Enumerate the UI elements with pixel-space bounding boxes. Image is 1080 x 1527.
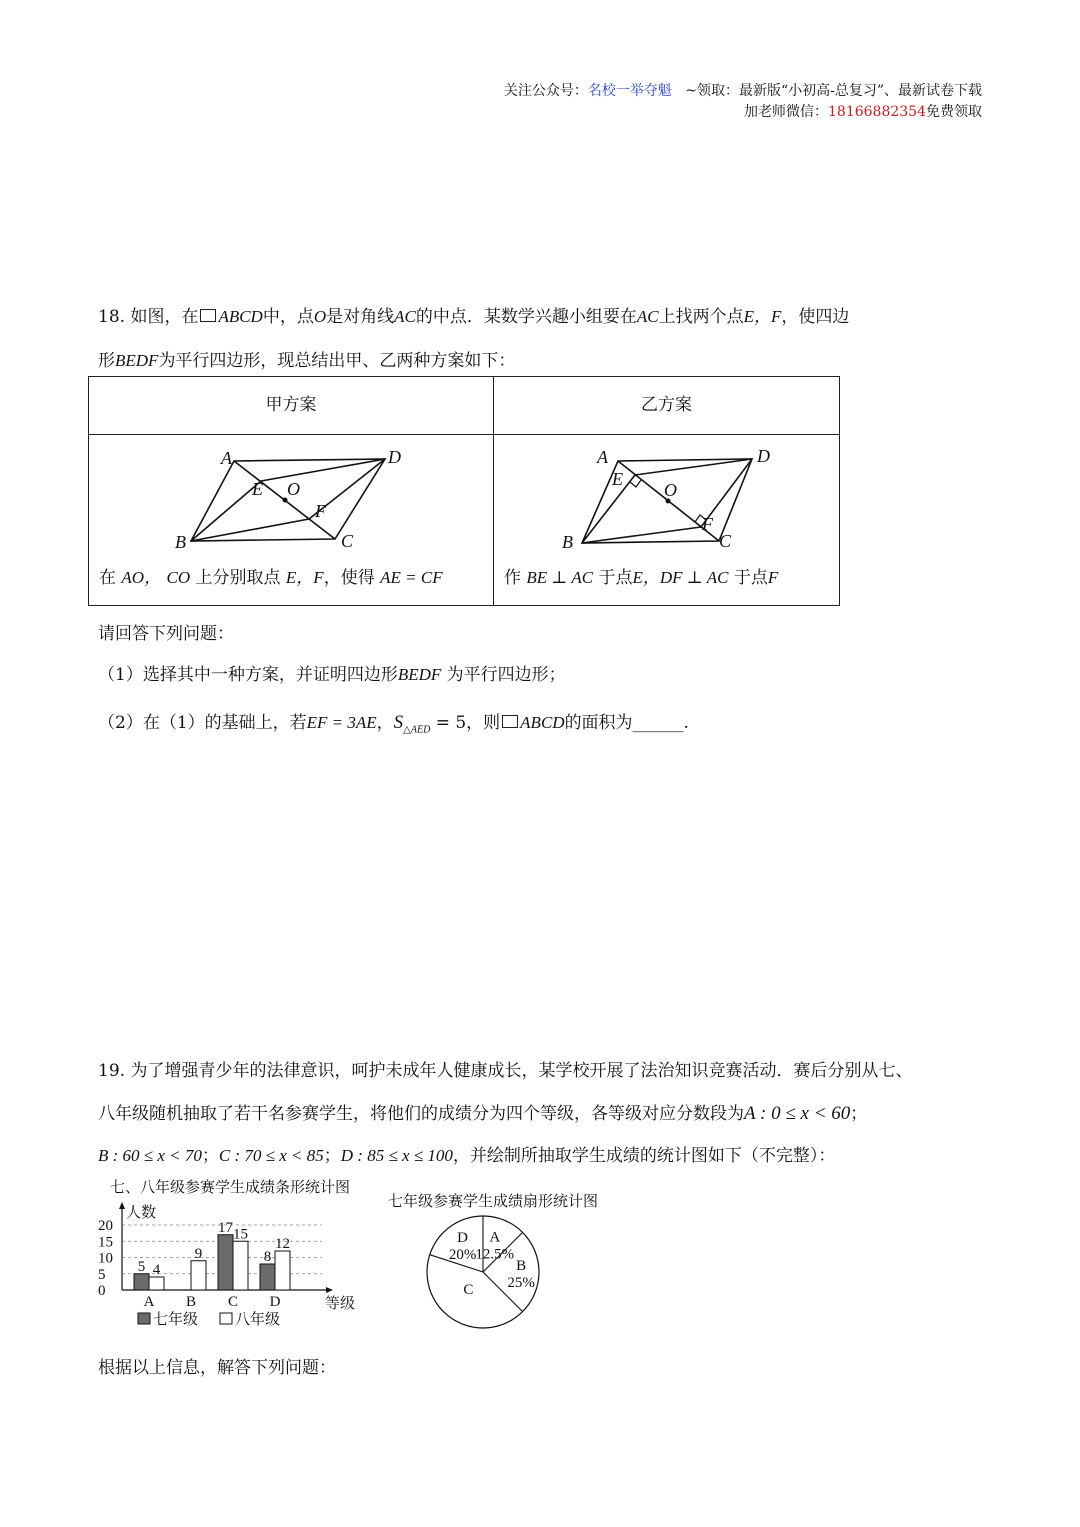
label-o: O — [664, 480, 677, 500]
text: 在 — [99, 568, 116, 588]
math: AC — [636, 307, 659, 326]
text: 上找两个点 — [658, 307, 744, 327]
pie-slice-label-A: A — [489, 1229, 501, 1246]
bar-七年级-A — [134, 1274, 149, 1290]
math: D : 85 ≤ x ≤ 100 — [340, 1146, 453, 1165]
bar-value-label: 8 — [263, 1249, 272, 1265]
text: ； — [201, 1146, 219, 1166]
x-tick-label: B — [185, 1294, 197, 1310]
math: AE = CF — [380, 568, 443, 587]
plan-a-figure — [89, 435, 493, 565]
text: ， — [376, 713, 394, 733]
wechat-number: 18166882354 — [828, 104, 926, 120]
x-axis-arrow — [326, 1287, 333, 1293]
plan-b-title: 乙方案 — [641, 395, 692, 415]
segment-ed — [635, 459, 752, 475]
bar-八年级-A — [149, 1277, 164, 1290]
math: CO — [166, 568, 191, 587]
x-tick-label: A — [143, 1294, 155, 1310]
label-f: F — [315, 501, 326, 521]
pie-slice-label-D: D — [457, 1229, 469, 1246]
segment-fb — [582, 527, 701, 543]
math: O — [313, 307, 327, 326]
q18-line-1 — [98, 302, 849, 327]
math: DF ⊥ AC — [659, 568, 729, 587]
label-c: C — [719, 531, 732, 551]
x-tick-label: C — [227, 1294, 239, 1310]
label-b: B — [175, 532, 186, 552]
math: ABCD — [520, 713, 565, 732]
plan-b-caption — [504, 563, 778, 588]
text: 于点 — [733, 568, 768, 588]
text: 的中点．某数学兴趣小组要在 — [415, 307, 637, 327]
q18-prompt: 请回答下列问题： — [98, 624, 234, 644]
label-a: A — [597, 447, 608, 467]
q18-line-2 — [98, 346, 515, 371]
label-e: E — [612, 469, 623, 489]
text: ； — [850, 1104, 868, 1124]
parallelogram-icon — [200, 309, 216, 322]
y-axis-label: 人数 — [126, 1205, 157, 1221]
bar-chart-title: 七、八年级参赛学生成绩条形统计图 — [110, 1180, 351, 1196]
plan-a-title: 甲方案 — [265, 395, 317, 415]
header-offer: ~领取：最新版“小初高-总复习”、最新试卷下载 — [685, 83, 982, 99]
bar-value-label: 12 — [275, 1236, 290, 1252]
text: （1）选择其中一种方案，并证明四边形 — [98, 665, 398, 685]
label-b: B — [562, 532, 573, 552]
pie-slice-percent: 12.5% — [475, 1246, 515, 1263]
text: ，并绘制所抽取学生成绩的统计图如下（不完整）： — [452, 1146, 836, 1166]
text: 八年级随机抽取了若干名参赛学生，将他们的成绩分为四个等级，各等级对应分数段为 — [98, 1104, 744, 1124]
bar-value-label: 5 — [137, 1258, 146, 1275]
math: E， — [632, 568, 660, 587]
text: 上分别取点 — [195, 568, 281, 588]
q19-line-2 — [98, 1099, 867, 1125]
y-tick-label: 10 — [98, 1250, 113, 1267]
y-tick-label: 20 — [98, 1218, 113, 1234]
q19-line-1 — [98, 1056, 912, 1081]
math: F — [767, 568, 779, 587]
q18-number: 18. — [98, 307, 126, 327]
math: BE ⊥ AC — [526, 568, 594, 587]
label-d: D — [757, 446, 770, 466]
plan-a-cell — [89, 435, 493, 605]
y-tick-label: 5 — [98, 1266, 106, 1283]
bar-value-label: 4 — [152, 1262, 161, 1278]
pie-chart — [380, 1185, 640, 1340]
bar-value-label: 17 — [218, 1219, 233, 1236]
plan-a-caption — [99, 563, 443, 588]
label-e: E — [252, 479, 263, 499]
y-tick-label: 15 — [98, 1234, 113, 1251]
plan-b-cell — [494, 435, 839, 605]
x-tick-label: D — [269, 1294, 281, 1310]
math: B : 60 ≤ x < 70 — [98, 1146, 202, 1165]
text: ，使得 — [323, 568, 375, 588]
header-free: 免费领取 — [926, 104, 982, 120]
bar-八年级-D — [275, 1251, 290, 1290]
q18-part-2 — [98, 708, 689, 735]
legend-swatch — [220, 1313, 232, 1324]
segment-fb — [191, 519, 309, 541]
label-c: C — [341, 531, 354, 551]
segment-be — [191, 481, 261, 541]
text: ，则 — [466, 713, 501, 733]
bar-七年级-C — [218, 1235, 233, 1290]
legend-label: 八年级 — [235, 1312, 281, 1328]
text: 如图，在 — [130, 307, 199, 327]
label-o: O — [287, 479, 300, 499]
pie-chart-title: 七年级参赛学生成绩扇形统计图 — [388, 1194, 599, 1210]
math: △AED — [403, 724, 431, 736]
text: ； — [323, 1146, 341, 1166]
y-tick-label: 0 — [98, 1283, 106, 1299]
label-a: A — [221, 448, 232, 468]
plan-b-figure — [494, 435, 840, 565]
legend-swatch — [138, 1313, 150, 1324]
math: E，F — [285, 568, 324, 587]
text: （2）在（1）的基础上，若 — [98, 713, 307, 733]
segment-ed — [261, 459, 385, 481]
segment-be — [582, 475, 635, 543]
pie-slice-percent: 25% — [507, 1275, 535, 1291]
header-label: 关注公众号： — [503, 83, 588, 99]
header-line-2 — [744, 101, 982, 121]
q19-closing: 根据以上信息，解答下列问题： — [98, 1358, 336, 1378]
math: BEDF — [397, 665, 442, 684]
math: = 5 — [435, 713, 467, 733]
legend-label: 七年级 — [153, 1312, 199, 1328]
parallelogram-abcd — [191, 459, 385, 541]
label-d: D — [388, 447, 401, 467]
math: E，F — [743, 307, 782, 326]
math: EF = 3AE — [306, 713, 377, 732]
bar-七年级-D — [260, 1264, 275, 1290]
pie-slice-label-C: C — [463, 1281, 474, 1298]
math: A : 0 ≤ x < 60 — [744, 1103, 851, 1124]
q19-number: 19. — [98, 1061, 126, 1081]
label-f: F — [702, 514, 713, 534]
math: S — [393, 712, 404, 733]
account-name[interactable]: 名校一举夺魁 — [587, 83, 672, 99]
text: 为了增强青少年的法律意识，呵护未成年人健康成长，某学校开展了法治知识竞赛活动．赛后分别从七、 — [130, 1061, 913, 1081]
math: C : 70 ≤ x < 85 — [218, 1146, 324, 1165]
text: 于点 — [598, 568, 633, 588]
text: 中，点 — [262, 307, 314, 327]
bar-value-label: 15 — [233, 1226, 248, 1243]
pie-slice-percent: 20% — [448, 1246, 477, 1263]
bar-value-label: 9 — [194, 1245, 203, 1262]
math: AC — [394, 307, 416, 326]
parallelogram-icon — [502, 715, 518, 728]
y-axis-arrow — [119, 1202, 125, 1209]
math: BEDF — [115, 351, 159, 370]
bar-chart — [90, 1175, 390, 1335]
math: ABCD — [218, 307, 263, 326]
text: ，使四边 — [781, 307, 850, 327]
text: 为平行四边形，现总结出甲、乙两种方案如下： — [158, 351, 516, 371]
text: 为平行四边形； — [446, 665, 566, 685]
text: 的面积为______. — [564, 713, 689, 733]
plans-table — [88, 376, 840, 606]
text: 作 — [504, 568, 521, 588]
pie-slice-label-B: B — [516, 1258, 527, 1274]
bar-八年级-B — [191, 1261, 206, 1290]
q18-part-1 — [98, 660, 566, 685]
wechat-label: 加老师微信： — [744, 104, 829, 120]
header-line-1 — [504, 80, 982, 100]
right-angle-e — [630, 480, 641, 487]
q19-line-3 — [98, 1141, 835, 1166]
text: 是对角线 — [326, 307, 395, 327]
x-axis-label: 等级 — [325, 1296, 356, 1312]
math: AO， — [121, 568, 162, 587]
bar-八年级-C — [233, 1241, 248, 1290]
text: 形 — [98, 351, 115, 371]
